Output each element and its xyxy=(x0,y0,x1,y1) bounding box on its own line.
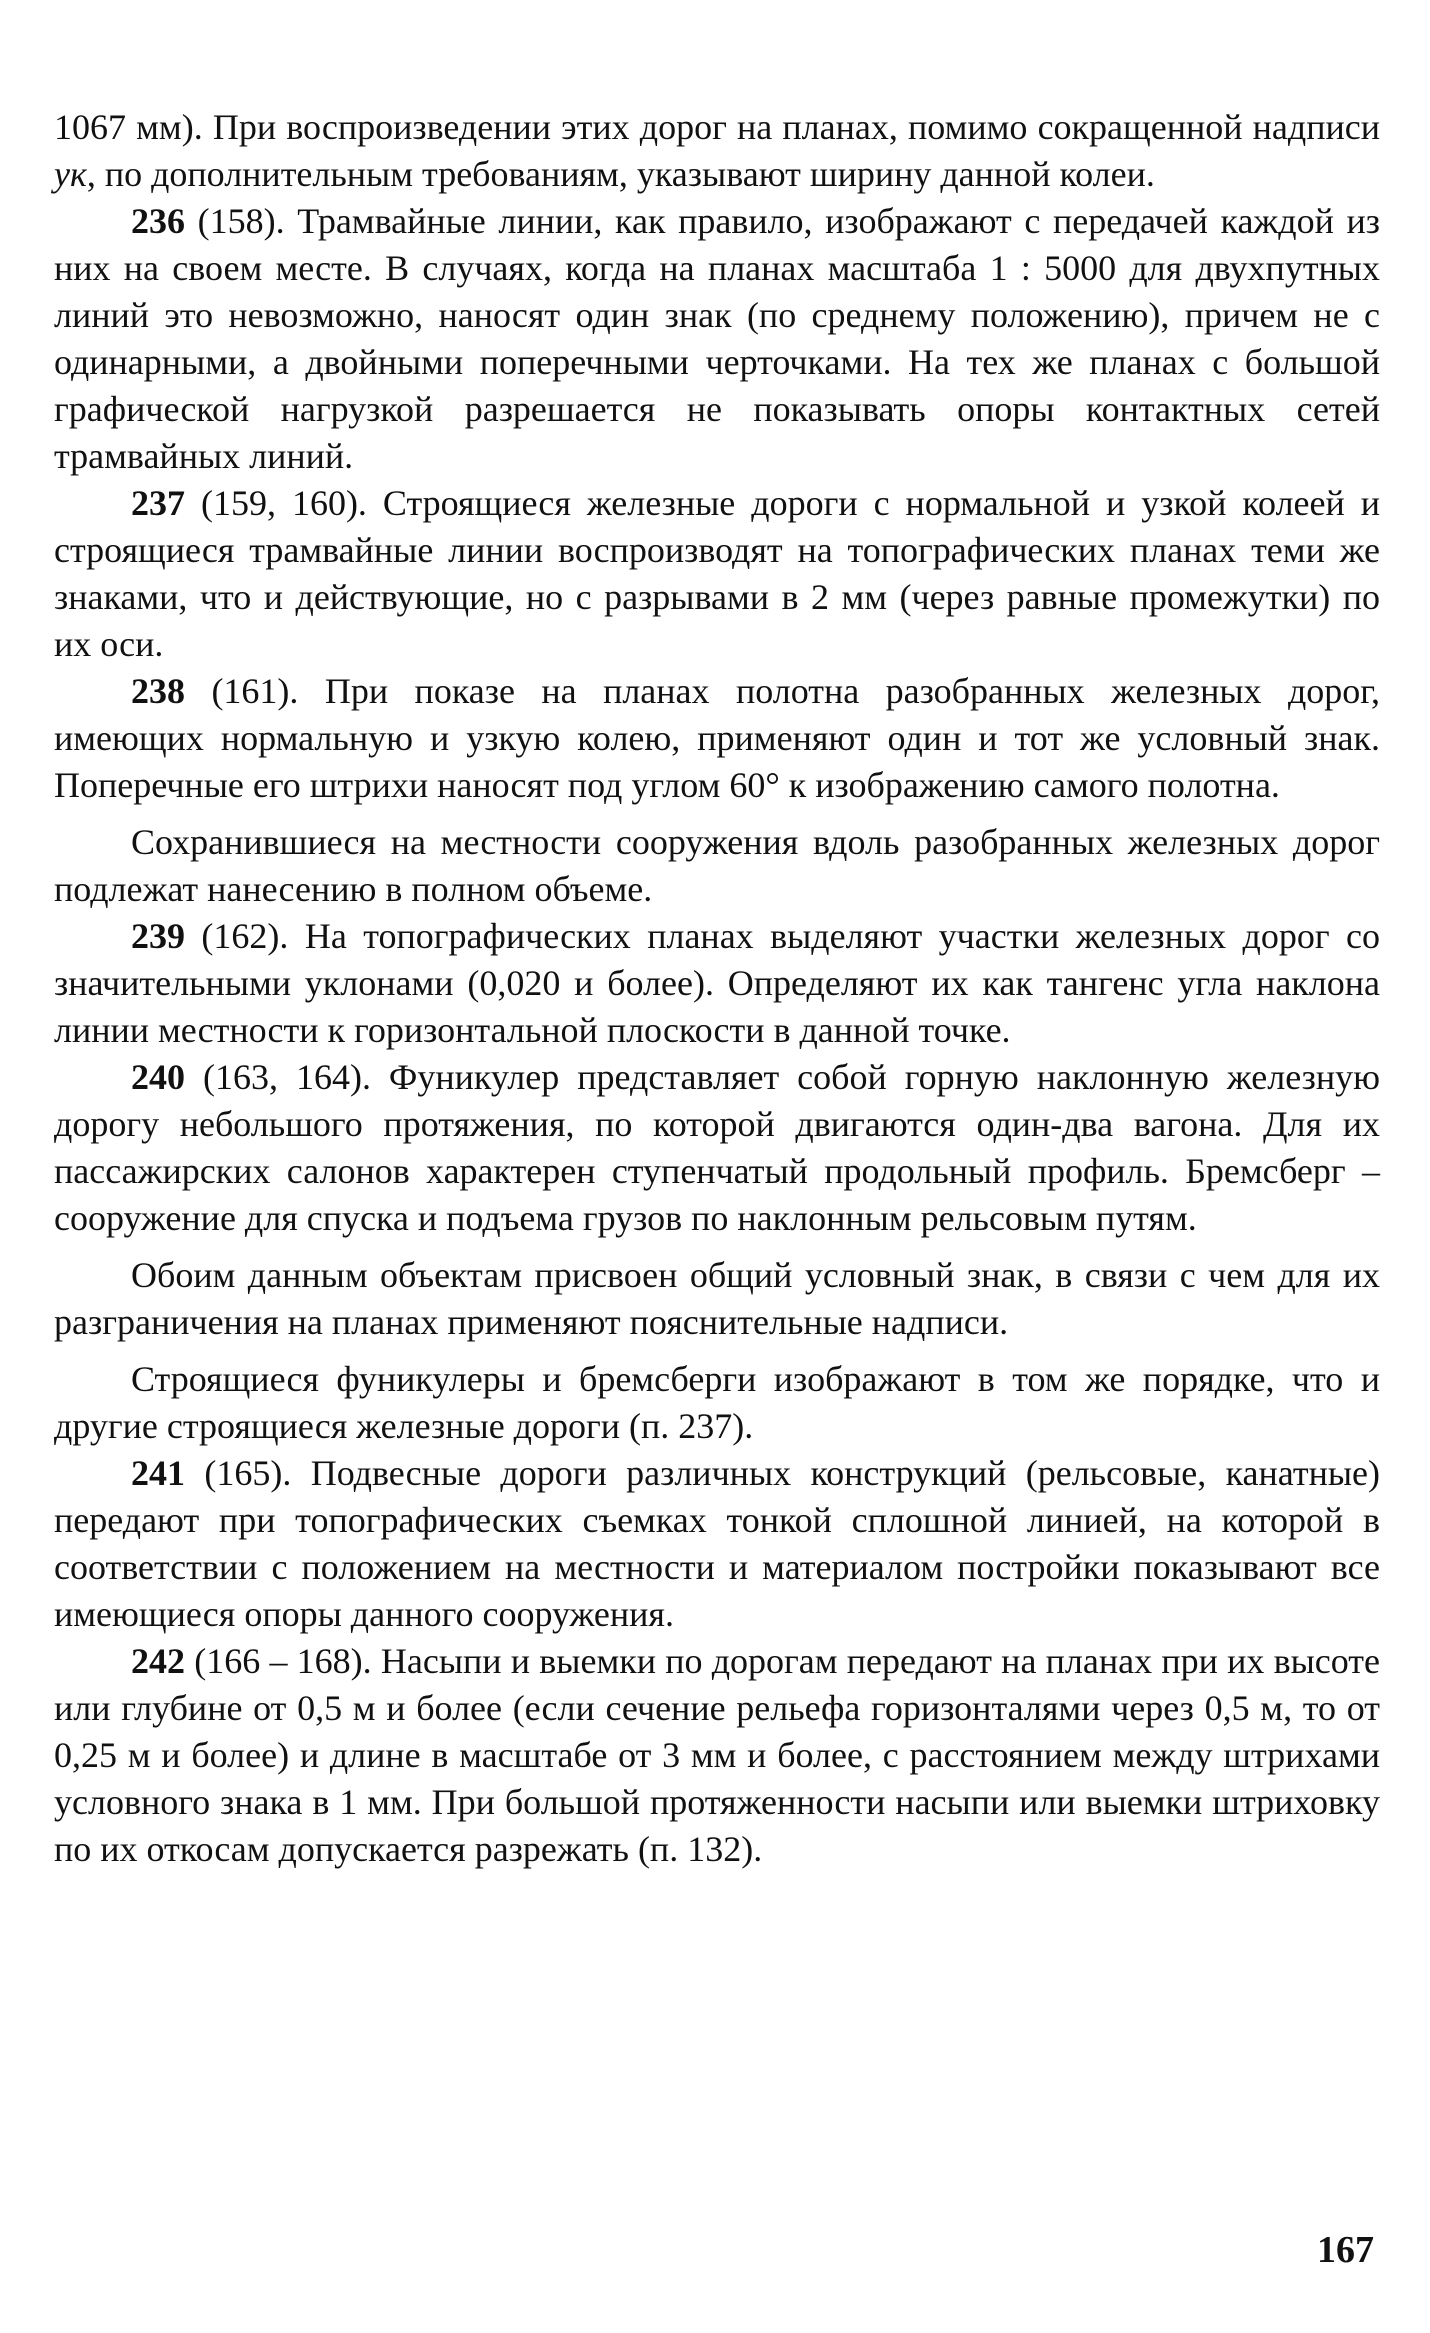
paragraph-238-cont xyxy=(54,819,1380,913)
item-number: 240 xyxy=(131,1057,185,1097)
item-number: 239 xyxy=(131,916,185,956)
paragraph-239 xyxy=(54,913,1380,1054)
paragraph-text: (158). Трамвайные линии, как правило, изображают с передачей каждой из них на своем месте. В случаях, когда на планах масштаба 1 : 5000 для двухпутных линий это невозможно, наносят один знак (по среднему положению), причем не с одинарными, а двойными поперечными черточками. На тех же планах с большой графической нагрузкой разрешается не показывать опоры контактных сетей трамвайных линий. xyxy=(54,201,1380,476)
paragraph-text: Обоим данным объектам присвоен общий условный знак, в связи с чем для их разграничения на планах применяют пояснительные надписи. xyxy=(54,1255,1380,1342)
paragraph-text: (166 – 168). Насыпи и выемки по дорогам передают на планах при их высоте или глубине от 0,5 м и более (если сечение рельефа горизонталями через 0,5 м, то от 0,25 м и более) и длине в масштабе от 3 мм и более, с расстоянием между штрихами условного знака в 1 мм. При большой протяженности насыпи или выемки штриховку по их откосам допускается разрежать (п. 132). xyxy=(54,1641,1380,1869)
item-number: 237 xyxy=(131,483,185,523)
item-number: 241 xyxy=(131,1453,185,1493)
paragraph-text: (161). При показе на планах полотна разобранных железных дорог, имеющих нормальную и узкую колею, применяют один и тот же условный знак. Поперечные его штрихи наносят под углом 60° к изображению самого полотна. xyxy=(54,671,1380,805)
paragraph-241 xyxy=(54,1450,1380,1638)
paragraph-text: (162). На топографических планах выделяют участки железных дорог со значительными уклонами (0,020 и более). Определяют их как тангенс угла наклона линии местности к горизонтальной плоскости в данной точке. xyxy=(54,916,1380,1050)
paragraph-text: Сохранившиеся на местности сооружения вдоль разобранных железных дорог подлежат нанесению в полном объеме. xyxy=(54,822,1380,909)
abbreviation-uk: ук xyxy=(54,154,87,194)
paragraph-240-cont-2 xyxy=(54,1356,1380,1450)
paragraph-text: (163, 164). Фуникулер представляет собой горную наклонную железную дорогу небольшого протяжения, по которой двигаются один-два вагона. Для их пассажирских салонов характерен ступенчатый продольный профиль. Бремсберг – сооружение для спуска и подъема грузов по наклонным рельсовым путям. xyxy=(54,1057,1380,1238)
paragraph-240 xyxy=(54,1054,1380,1242)
item-number: 238 xyxy=(131,671,185,711)
item-number: 242 xyxy=(131,1641,185,1681)
paragraph-text: Строящиеся фуникулеры и бремсберги изображают в том же порядке, что и другие строящиеся железные дороги (п. 237). xyxy=(54,1359,1380,1446)
page-body xyxy=(54,104,1380,1873)
paragraph-237 xyxy=(54,480,1380,668)
item-number: 236 xyxy=(131,201,185,241)
paragraph-text: (159, 160). Строящиеся железные дороги с нормальной и узкой колеей и строящиеся трамвайные линии воспроизводят на топографических планах теми же знаками, что и действующие, но с разрывами в 2 мм (через равные промежутки) по их оси. xyxy=(54,483,1380,664)
paragraph-238 xyxy=(54,668,1380,809)
paragraph-242 xyxy=(54,1638,1380,1873)
paragraph-236 xyxy=(54,198,1380,480)
paragraph-240-cont-1 xyxy=(54,1252,1380,1346)
paragraph-continuation: 1067 мм). При воспроизведении этих дорог на планах, помимо сокращенной надписи ук, по дополнительным требованиям, указывают ширину данной колеи. xyxy=(54,107,1380,194)
paragraph-text: (165). Подвесные дороги различных конструкций (рельсовые, канатные) передают при топографических съемках тонкой сплошной линией, на которой в соответствии с положением на местности и материалом постройки показывают все имеющиеся опоры данного сооружения. xyxy=(54,1453,1380,1634)
page-number: 167 xyxy=(1317,2229,1374,2271)
